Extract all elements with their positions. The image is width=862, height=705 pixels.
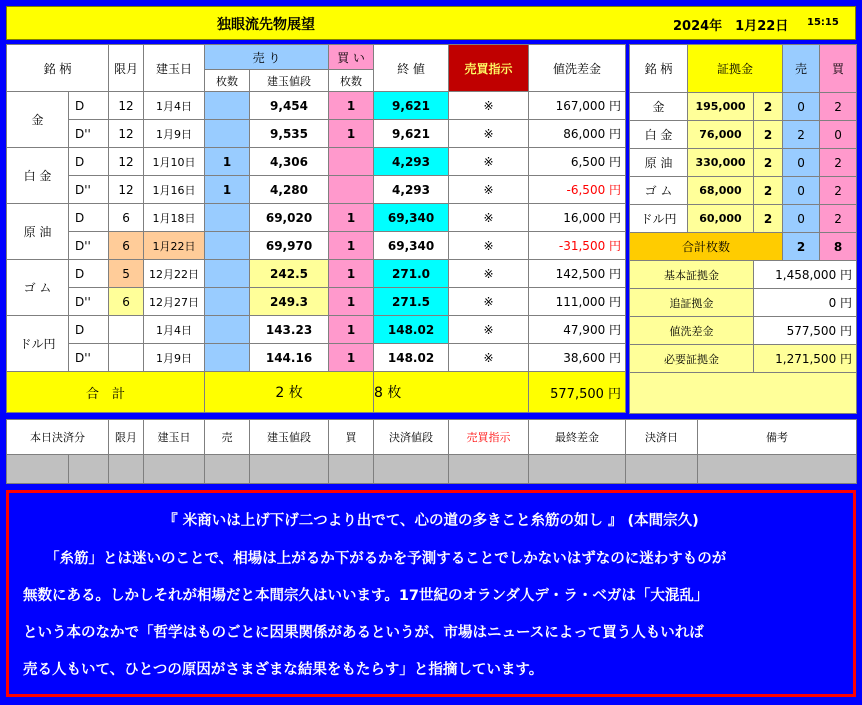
row-signal: ※ xyxy=(449,316,529,344)
margin-buy: 2 xyxy=(820,149,857,177)
row-diff: 111,000 円 xyxy=(529,288,626,316)
row-diff: 38,600 円 xyxy=(529,344,626,372)
margin-sell: 2 xyxy=(783,121,820,149)
commodity-name: ゴ ム xyxy=(7,260,69,316)
row-buy: 1 xyxy=(329,232,374,260)
row-close: 9,621 xyxy=(374,120,449,148)
total-label: 合 計 xyxy=(7,372,205,413)
margin-row xyxy=(630,149,857,177)
row-diff: 6,500 円 xyxy=(529,148,626,176)
table-row xyxy=(7,344,626,372)
margin-value: 60,000 xyxy=(688,205,754,233)
margin-row xyxy=(630,177,857,205)
row-close: 271.5 xyxy=(374,288,449,316)
row-buy xyxy=(329,148,374,176)
row-date: 1月4日 xyxy=(144,92,205,120)
table-row xyxy=(7,120,626,148)
row-buy xyxy=(329,176,374,204)
row-close: 69,340 xyxy=(374,232,449,260)
header-owarine: 終 値 xyxy=(374,45,449,92)
row-price: 144.16 xyxy=(250,344,329,372)
margin-buy: 2 xyxy=(820,205,857,233)
total-buy: 8 枚 xyxy=(374,372,529,413)
summary-row xyxy=(630,345,857,373)
row-date: 1月22日 xyxy=(144,232,205,260)
row-date: 1月18日 xyxy=(144,204,205,232)
row-signal: ※ xyxy=(449,176,529,204)
settle-header: 建玉値段 xyxy=(250,420,329,455)
settle-header: 本日決済分 xyxy=(7,420,109,455)
summary-value: 1,458,000 円 xyxy=(754,261,857,289)
summary-value: 0 円 xyxy=(754,289,857,317)
row-signal: ※ xyxy=(449,260,529,288)
settle-header: 建玉日 xyxy=(144,420,205,455)
margin-sell: 0 xyxy=(783,205,820,233)
margin-value: 68,000 xyxy=(688,177,754,205)
row-type: D'' xyxy=(69,344,109,372)
margin-mult: 2 xyxy=(754,205,783,233)
row-price: 69,970 xyxy=(250,232,329,260)
header-uri: 売 り xyxy=(205,45,329,70)
row-buy: 1 xyxy=(329,260,374,288)
summary-label: 基本証拠金 xyxy=(630,261,754,289)
row-close: 9,621 xyxy=(374,92,449,120)
table-row xyxy=(7,316,626,344)
table-row xyxy=(7,204,626,232)
row-date: 12月22日 xyxy=(144,260,205,288)
row-signal: ※ xyxy=(449,148,529,176)
row-month: 6 xyxy=(109,204,144,232)
row-sell xyxy=(205,232,250,260)
row-sell xyxy=(205,288,250,316)
summary-label: 必要証拠金 xyxy=(630,345,754,373)
margin-row xyxy=(630,205,857,233)
summary-label: 追証拠金 xyxy=(630,289,754,317)
row-month xyxy=(109,316,144,344)
total-count-label: 合計枚数 xyxy=(630,233,783,261)
date-label: 2024年 1月22日 xyxy=(673,19,789,34)
row-close: 148.02 xyxy=(374,316,449,344)
table-row xyxy=(7,260,626,288)
row-diff: -6,500 円 xyxy=(529,176,626,204)
margin-value: 195,000 xyxy=(688,93,754,121)
row-price: 4,306 xyxy=(250,148,329,176)
settle-header: 決済値段 xyxy=(374,420,449,455)
row-date: 12月27日 xyxy=(144,288,205,316)
total-count-row xyxy=(630,233,857,261)
margin-buy: 0 xyxy=(820,121,857,149)
row-buy: 1 xyxy=(329,344,374,372)
row-month xyxy=(109,344,144,372)
margin-sell: 0 xyxy=(783,177,820,205)
page-title: 独眼流先物展望 xyxy=(217,17,315,33)
quote-title: 『 米商いは上げ下げ二つより出でて、心の道の多きこと糸筋の如し 』 (本間宗久) xyxy=(163,513,699,529)
total-row xyxy=(7,372,626,413)
settle-header: 限月 xyxy=(109,420,144,455)
row-buy: 1 xyxy=(329,92,374,120)
row-buy: 1 xyxy=(329,204,374,232)
header-uri-maisu: 枚数 xyxy=(205,70,250,92)
margin-name: 金 xyxy=(630,93,688,121)
row-type: D'' xyxy=(69,232,109,260)
total-diff: 577,500 円 xyxy=(529,372,626,413)
header-tategyoku-nedan: 建玉値段 xyxy=(250,70,329,92)
side-header-kai: 買 xyxy=(820,45,857,93)
margin-name: ドル円 xyxy=(630,205,688,233)
row-sell: 1 xyxy=(205,176,250,204)
side-header-uri: 売 xyxy=(783,45,820,93)
row-date: 1月16日 xyxy=(144,176,205,204)
total-count-buy: 8 xyxy=(820,233,857,261)
table-row xyxy=(7,288,626,316)
title-bar xyxy=(6,6,856,40)
row-month: 6 xyxy=(109,232,144,260)
commodity-name: 白 金 xyxy=(7,148,69,204)
row-type: D xyxy=(69,92,109,120)
settle-header: 決済日 xyxy=(626,420,698,455)
summary-row xyxy=(630,261,857,289)
row-diff: 142,500 円 xyxy=(529,260,626,288)
settle-header: 最終差金 xyxy=(529,420,626,455)
side-header-shokokin: 証拠金 xyxy=(688,45,783,93)
row-price: 143.23 xyxy=(250,316,329,344)
row-diff: -31,500 円 xyxy=(529,232,626,260)
row-date: 1月4日 xyxy=(144,316,205,344)
margin-table xyxy=(629,44,857,414)
positions-table xyxy=(6,44,626,413)
settle-header: 備考 xyxy=(698,420,857,455)
row-sell xyxy=(205,316,250,344)
row-sell: 1 xyxy=(205,148,250,176)
summary-row xyxy=(630,289,857,317)
quote-line: 「糸筋」とは迷いのことで、相場は上がるか下がるかを予測することでしかないはずなのに迷わすものが xyxy=(45,551,727,567)
header-baibai: 売買指示 xyxy=(449,45,529,92)
margin-mult: 2 xyxy=(754,93,783,121)
margin-mult: 2 xyxy=(754,149,783,177)
summary-value: 1,271,500 円 xyxy=(754,345,857,373)
table-row xyxy=(7,176,626,204)
settle-header: 売買指示 xyxy=(449,420,529,455)
quote-box xyxy=(6,490,856,697)
header-tategyokubi: 建玉日 xyxy=(144,45,205,92)
settlement-table xyxy=(6,419,857,484)
row-type: D'' xyxy=(69,288,109,316)
margin-mult: 2 xyxy=(754,121,783,149)
summary-value: 577,500 円 xyxy=(754,317,857,345)
margin-row xyxy=(630,93,857,121)
row-type: D xyxy=(69,316,109,344)
row-close: 4,293 xyxy=(374,148,449,176)
row-month: 12 xyxy=(109,120,144,148)
row-month: 5 xyxy=(109,260,144,288)
table-row xyxy=(7,232,626,260)
row-sell xyxy=(205,260,250,288)
header-kai-maisu: 枚数 xyxy=(329,70,374,92)
header-neaarai: 値洗差金 xyxy=(529,45,626,92)
row-price: 9,454 xyxy=(250,92,329,120)
row-price: 69,020 xyxy=(250,204,329,232)
header-meigara: 銘 柄 xyxy=(7,45,109,92)
row-buy: 1 xyxy=(329,316,374,344)
summary-row xyxy=(630,317,857,345)
margin-name: 白 金 xyxy=(630,121,688,149)
row-month: 6 xyxy=(109,288,144,316)
row-diff: 86,000 円 xyxy=(529,120,626,148)
side-blank xyxy=(630,373,857,414)
row-close: 4,293 xyxy=(374,176,449,204)
row-price: 242.5 xyxy=(250,260,329,288)
row-signal: ※ xyxy=(449,92,529,120)
commodity-name: 金 xyxy=(7,92,69,148)
row-signal: ※ xyxy=(449,232,529,260)
row-close: 69,340 xyxy=(374,204,449,232)
row-buy: 1 xyxy=(329,288,374,316)
row-sell xyxy=(205,92,250,120)
commodity-name: 原 油 xyxy=(7,204,69,260)
time-label: 15:15 xyxy=(807,17,839,28)
summary-label: 値洗差金 xyxy=(630,317,754,345)
row-date: 1月9日 xyxy=(144,120,205,148)
total-count-sell: 2 xyxy=(783,233,820,261)
row-sell xyxy=(205,344,250,372)
row-sell xyxy=(205,204,250,232)
row-signal: ※ xyxy=(449,288,529,316)
row-month: 12 xyxy=(109,148,144,176)
settle-header: 売 xyxy=(205,420,250,455)
header-kai: 買 い xyxy=(329,45,374,70)
row-sell xyxy=(205,120,250,148)
settle-row xyxy=(7,455,857,484)
row-month: 12 xyxy=(109,176,144,204)
total-sell: 2 枚 xyxy=(205,372,374,413)
table-row xyxy=(7,148,626,176)
header-gengetsu: 限月 xyxy=(109,45,144,92)
margin-sell: 0 xyxy=(783,149,820,177)
row-signal: ※ xyxy=(449,204,529,232)
margin-value: 76,000 xyxy=(688,121,754,149)
row-signal: ※ xyxy=(449,120,529,148)
margin-name: ゴ ム xyxy=(630,177,688,205)
row-signal: ※ xyxy=(449,344,529,372)
quote-line: という本のなかで「哲学はものごとに因果関係があるというが、市場はニュースによって買う人もいれば xyxy=(23,625,704,641)
row-type: D'' xyxy=(69,120,109,148)
row-type: D xyxy=(69,260,109,288)
row-type: D xyxy=(69,204,109,232)
table-row xyxy=(7,92,626,120)
margin-name: 原 油 xyxy=(630,149,688,177)
row-price: 249.3 xyxy=(250,288,329,316)
settle-header: 買 xyxy=(329,420,374,455)
row-type: D'' xyxy=(69,176,109,204)
row-price: 4,280 xyxy=(250,176,329,204)
row-buy: 1 xyxy=(329,120,374,148)
margin-buy: 2 xyxy=(820,93,857,121)
row-diff: 16,000 円 xyxy=(529,204,626,232)
margin-sell: 0 xyxy=(783,93,820,121)
quote-line: 無数にある。しかしそれが相場だと本間宗久はいいます。17世紀のオランダ人デ・ラ・ベガは「大混乱」 xyxy=(23,588,709,604)
row-close: 148.02 xyxy=(374,344,449,372)
margin-mult: 2 xyxy=(754,177,783,205)
margin-buy: 2 xyxy=(820,177,857,205)
margin-row xyxy=(630,121,857,149)
row-date: 1月9日 xyxy=(144,344,205,372)
row-price: 9,535 xyxy=(250,120,329,148)
row-type: D xyxy=(69,148,109,176)
side-header-meigara: 銘 柄 xyxy=(630,45,688,93)
quote-line: 売る人もいて、ひとつの原因がさまざまな結果をもたらす」と指摘しています。 xyxy=(23,662,544,678)
row-diff: 167,000 円 xyxy=(529,92,626,120)
row-close: 271.0 xyxy=(374,260,449,288)
row-month: 12 xyxy=(109,92,144,120)
row-diff: 47,900 円 xyxy=(529,316,626,344)
commodity-name: ドル円 xyxy=(7,316,69,372)
row-date: 1月10日 xyxy=(144,148,205,176)
margin-value: 330,000 xyxy=(688,149,754,177)
